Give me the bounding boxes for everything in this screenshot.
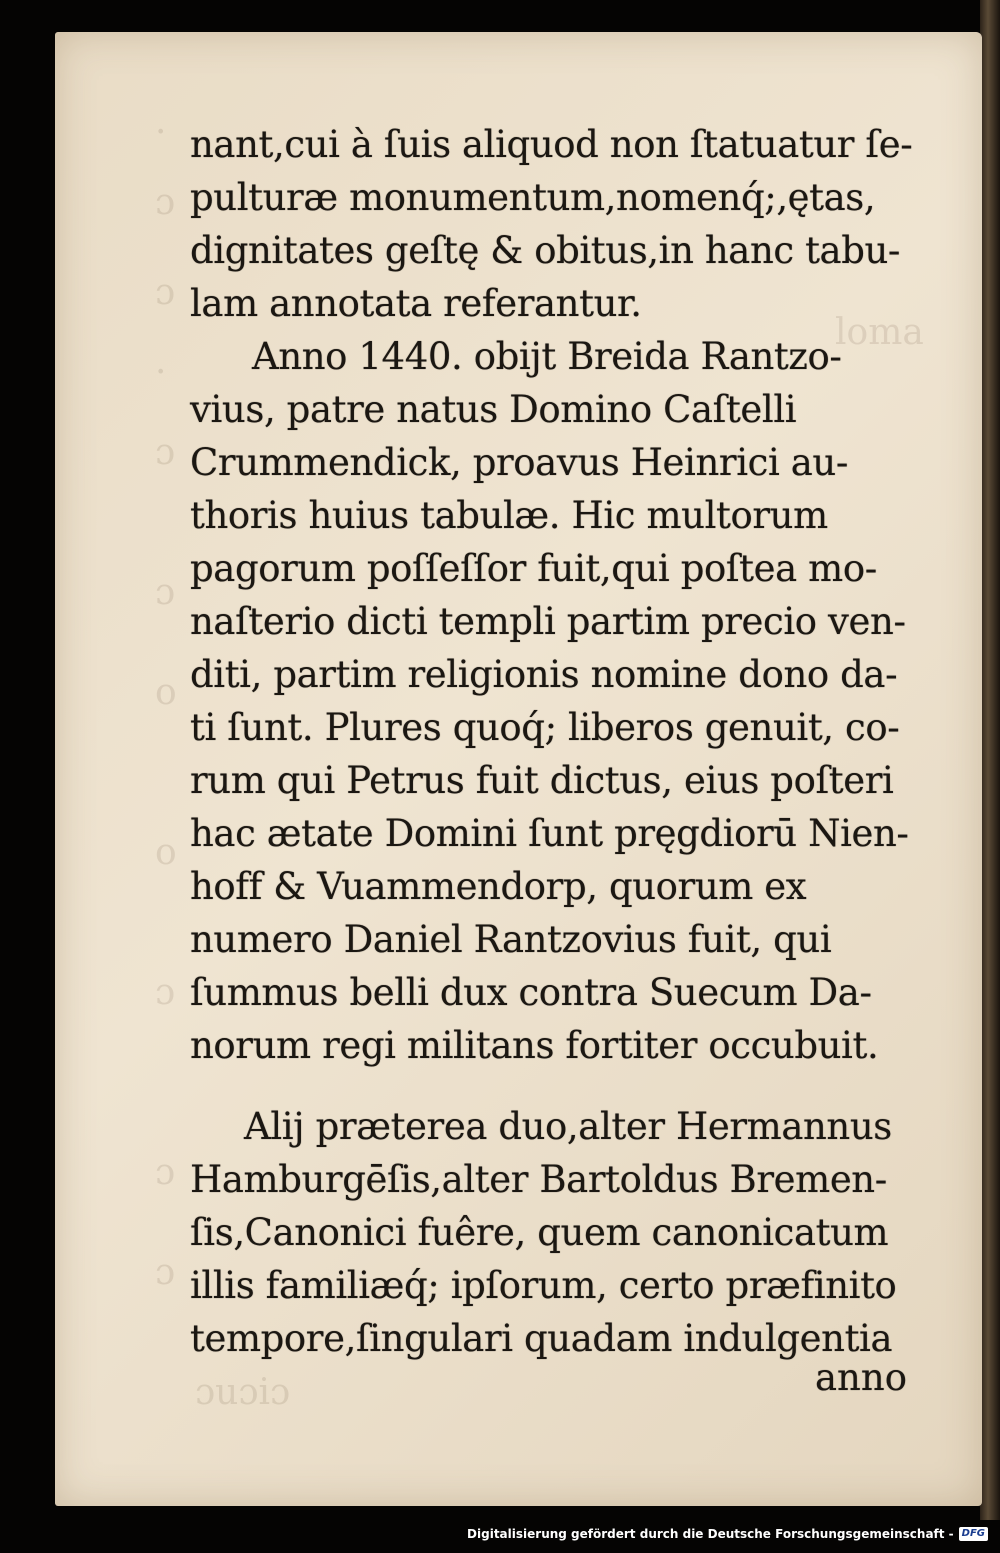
paragraph-start-line: Anno 1440. obijt Breida Rantzo- (252, 335, 842, 378)
text-line: thoris huius tabulæ. Hic multorum (190, 494, 828, 537)
show-through-text: · ɔ ɔ · ɔ ɔ o o ɔ ɔ ɔ ɔuɔiɔ loma (155, 112, 924, 1413)
text-line: rum qui Petrus fuit dictus, eius poſteri (190, 759, 894, 802)
text-line: diti, partim religionis nomine dono da- (190, 653, 898, 696)
text-line: hac ætate Domini ſunt pręgdiorū Nien- (190, 812, 909, 855)
text-line: nant,cui à ſuis aliquod non ſtatuatur ſe- (190, 123, 913, 166)
text-line: illis familiæq́; ipſorum, certo præfinito (190, 1264, 897, 1307)
catchword: anno (815, 1356, 907, 1399)
text-line: ti ſunt. Plures quoq́; liberos genuit, co- (190, 706, 900, 749)
text-line: pagorum poſſeſſor fuit,qui poſtea mo- (190, 547, 877, 590)
text-line: numero Daniel Rantzovius fuit, qui (190, 918, 832, 961)
text-line: ſis,Canonici fuêre, quem canonicatum (190, 1211, 889, 1254)
text-line: tempore,ſingulari quadam indulgentia (190, 1317, 893, 1360)
paragraph-gap (190, 1072, 950, 1100)
text-line: dignitates geſtę & obitus,in hanc tabu- (190, 229, 901, 272)
text-line: lam annotata referantur. (190, 282, 642, 325)
book-edge (980, 0, 1000, 1520)
paragraph-start-line: Alij præterea duo,alter Hermannus (244, 1105, 892, 1148)
credit-text: Digitalisierung gefördert durch die Deutsche Forschungsgemeinschaft - (467, 1527, 954, 1541)
text-line: vius, patre natus Domino Caſtelli (190, 388, 797, 431)
text-line: Hamburgēſis,alter Bartoldus Bremen- (190, 1158, 887, 1201)
text-line: Crummendick, proavus Heinrici au- (190, 441, 848, 484)
text-line: pulturæ monumentum,nomenq́;,ętas, (190, 176, 876, 219)
text-line: hoff & Vuammendorp, quorum ex (190, 865, 807, 908)
body-text (190, 118, 950, 1365)
text-line: naſterio dicti templi partim precio ven- (190, 600, 906, 643)
text-line: ſummus belli dux contra Suecum Da- (190, 971, 872, 1014)
digitization-credit (467, 1527, 988, 1541)
dfg-logo: DFG (959, 1527, 988, 1541)
text-line: norum regi militans fortiter occubuit. (190, 1024, 879, 1067)
